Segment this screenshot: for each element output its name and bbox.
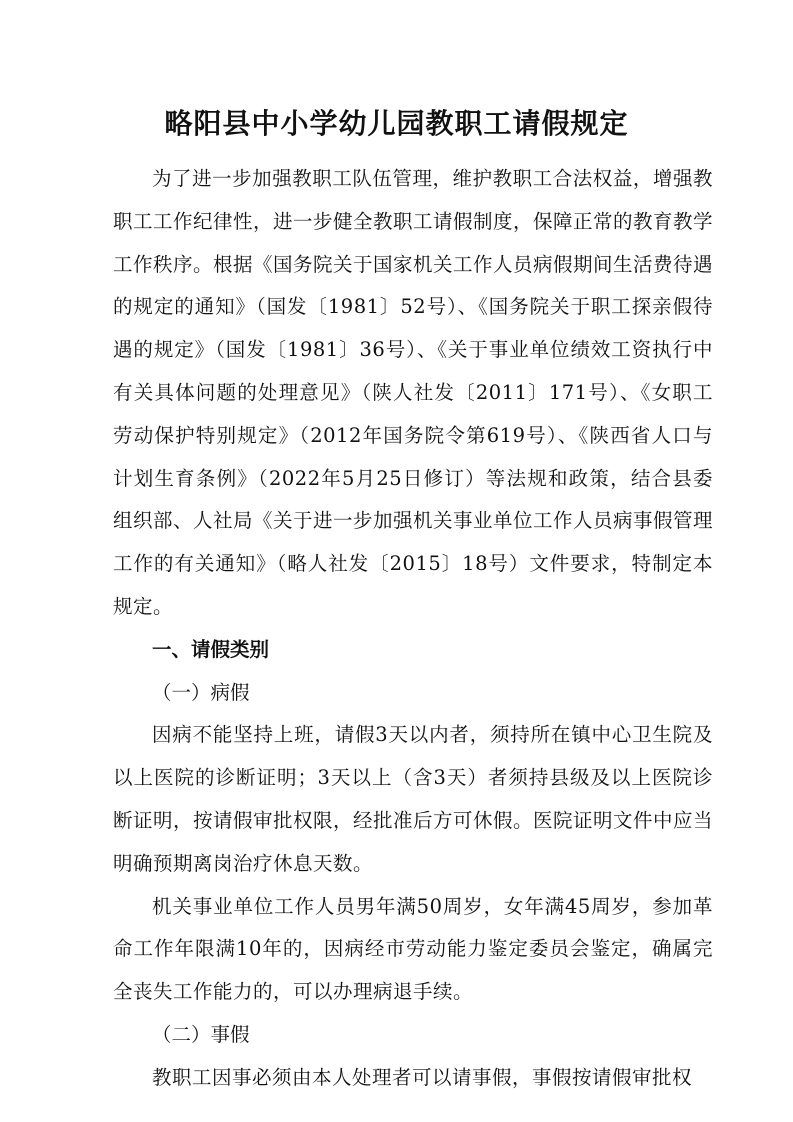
- sick-leave-paragraph-1: 因病不能坚持上班，请假3天以内者，须持所在镇中心卫生院及以上医院的诊断证明；3天以上（含3天）者须持县级及以上医院诊断证明，按请假审批权限，经批准后方可休假。医院证明文件中应当明确预期离岗治疗休息天数。: [113, 723, 714, 875]
- sick-leave-paragraph-2: 机关事业单位工作人员男年满50周岁，女年满45周岁，参加革命工作年限满10年的，因病经市劳动能力鉴定委员会鉴定，确属完全丧失工作能力的，可以办理病退手续。: [113, 894, 713, 1004]
- intro-paragraph: 为了进一步加强教职工队伍管理，维护教职工合法权益，增强教职工工作纪律性，进一步健全教职工请假制度，保障正常的教育教学工作秩序。根据《国务院关于国家机关工作人员病假期间生活费待遇的规定的通知》（国发〔1981〕52号）、《国务院关于职工探亲假待遇的规定》（国发〔1981〕36号）、《关于事业单位绩效工资执行中有关具体问题的处理意见》（陕人社发〔2011〕171号）、《女职工劳动保护特别规定》（2012年国务院令第619号）、《陕西省人口与计划生育条例》（2022年5月25日修订）等法规和政策，结合县委组织部、人社局《关于进一步加强机关事业单位工作人员病事假管理工作的有关通知》（略人社发〔2015〕18号）文件要求，特制定本规定。: [113, 167, 714, 618]
- subsection-heading-sick-leave: （一）病假: [152, 680, 250, 704]
- section-heading-leave-types: 一、请假类别: [152, 637, 270, 661]
- personal-leave-paragraph-1: 教职工因事必须由本人处理者可以请事假，事假按请假审批权: [152, 1065, 693, 1089]
- document-title: 略阳县中小学幼儿园教职工请假规定: [164, 106, 629, 140]
- document-body: [113, 158, 713, 1100]
- subsection-heading-personal-leave: （二）事假: [152, 1022, 250, 1046]
